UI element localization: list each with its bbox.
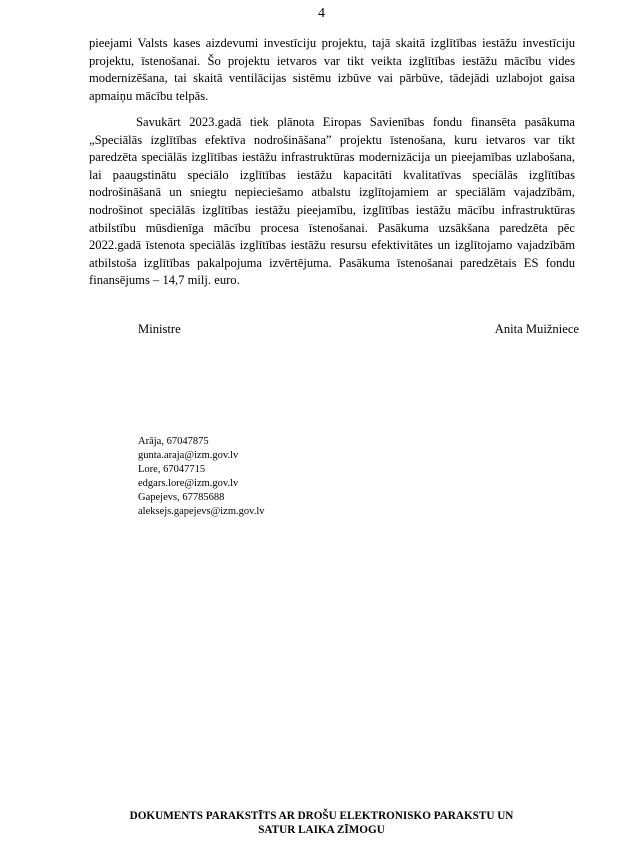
body-paragraph-2: Savukārt 2023.gadā tiek plānota Eiropas Savienības fondu finansēta pasākuma „Speciālās izglītības efektīva nodrošināšana” projektu īstenošana, kuru ietvaros var tikt paredzēta speciālās izglītības iestāžu infrastruktūras modernizācija un pieejamības uzlabošana, lai paaugstinātu speciālo izglītības iestāžu kapacitāti kvalitatīvas speciālās izglītības nodrošināšanā un sniegtu nepieciešamo atbalstu izglītojamiem ar speciālām vajadzībām, nodrošinot speciālās izglītības iestāžu pieejamību, izglītības iestāžu mācību infrastruktūras atbilstību mūsdienīga mācību procesa īstenošanai. Pasākuma uzsākšana paredzēta pēc 2022.gadā īstenota speciālās izglītības iestāžu resursu efektivitātes un izglītojamo vajadzībām atbilstoša izglītības pakalpojuma izvērtējuma. Pasākuma īstenošanai paredzētais ES fondu finansējums – 14,7 milj. euro. (89, 115, 575, 288)
e-signature-notice (0, 810, 643, 837)
contact-line: Gapejevs, 67785688 (138, 492, 225, 504)
contact-line: Arāja, 67047875 (138, 436, 209, 447)
signatory-role: Ministre (138, 322, 181, 336)
contact-email: aleksejs.gapejevs@izm.gov.lv (138, 506, 265, 518)
e-signature-notice-line-2: SATUR LAIKA ZĪMOGU (258, 823, 385, 836)
e-signature-notice-line-1: DOKUMENTS PARAKSTĪTS AR DROŠU ELEKTRONISKO PARAKSTU UN (129, 810, 514, 822)
contact-email: gunta.araja@izm.gov.lv (138, 450, 239, 462)
signatory-name: Anita Muižniece (494, 322, 579, 336)
contact-email: edgars.lore@izm.gov.lv (138, 478, 239, 490)
body-paragraph-1: pieejami Valsts kases aizdevumi investīciju projektu, tajā skaitā izglītības iestāžu investīciju projektu, īstenošanai. Šo projektu ietvaros var tikt veikta izglītības iestāžu mācību vides modernizēšana, tai skaitā ventilācijas sistēmu izbūve vai pārbūve, tādejādi uzlabojot gaisa apmaiņu mācību telpās. (89, 36, 575, 103)
contact-line: Lore, 67047715 (138, 464, 206, 476)
page-number: 4 (318, 6, 325, 21)
contact-block (138, 435, 265, 520)
